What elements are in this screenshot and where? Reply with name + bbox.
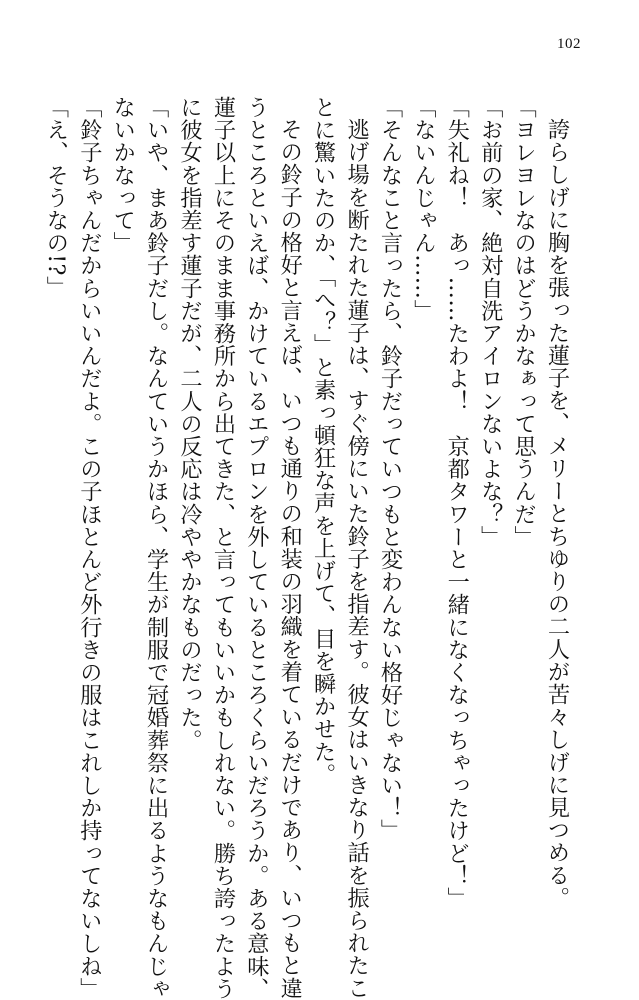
text-line: 誇らしげに胸を張った蓮子を、メリーとちゆりの二人が苦々しげに見つめる。	[544, 118, 570, 910]
text-line: 「そんなこと言ったら、鈴子だっていつもと変わんない格好じゃない！」	[376, 96, 403, 842]
text-line: 蓮子以上にそのまま事務所から出てきた、と言ってもいいかもしれない。勝ち誇ったよう	[209, 96, 236, 1000]
text-line: 「鈴子ちゃんだからいいんだよ。この子ほとんど外行きの服はこれしか持ってないしね」	[76, 96, 103, 1000]
vertical-text-body	[39, 96, 574, 1000]
text-line: ないかなって」	[109, 96, 136, 255]
text-line: 「お前の家、絶対自洗アイロンないよな？」	[477, 96, 504, 548]
text-line: に彼女を指差す蓮子だが、二人の反応は冷ややかなものだった。	[176, 96, 203, 752]
text-line: 「失礼ね！ あっ……たわよ！ 京都タワーと一緒になくなっちゃったけど！」	[443, 96, 470, 910]
text-line: とに驚いたのか、「へ？」と素っ頓狂な声を上げて、目を瞬かせた。	[310, 96, 337, 786]
text-line: 「ヨレヨレなのはどうかなぁって思うんだ」	[510, 96, 537, 548]
text-line: 「ないんじゃん……」	[410, 96, 437, 322]
text-line: 逃げ場を断たれた蓮子は、すぐ傍にいた鈴子を指差す。彼女はいきなり話を振られたこ	[343, 118, 370, 1000]
text-line: その鈴子の格好と言えば、いつも通りの和装の羽織を着ているだけであり、いつもと違	[276, 118, 303, 1000]
text-line: うところといえば、かけているエプロンを外しているところくらいだろうか。ある意味、	[243, 96, 270, 1000]
page-number: 102	[557, 36, 581, 52]
text-line: 「いや、まあ鈴子だし。なんていうかほら、学生が制服で冠婚葬祭に出るようなもんじゃ	[143, 96, 170, 1000]
text-line: 「え、そうなの!?」	[42, 96, 69, 299]
